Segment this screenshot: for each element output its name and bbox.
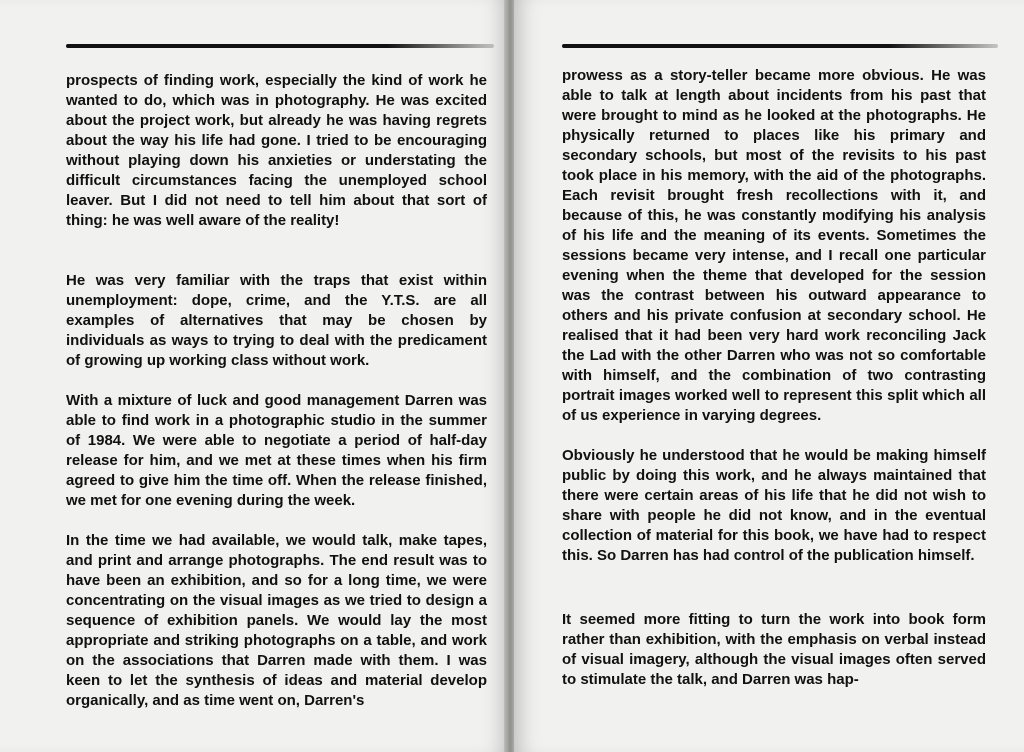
right-page-text (562, 66, 986, 690)
right-page (514, 0, 1024, 752)
paragraph: prospects of finding work, especially the kind of work he wanted to do, which was in photography. He was excited about the project work, but already he was having regrets about the way his life had gone. I tried to be encouraging without playing down his anxieties or understating the difficult circumstances facing the unemployed school leaver. But I did not need to tell him about that sort of thing: he was well aware of the reality! (66, 72, 487, 229)
header-rule (66, 44, 494, 48)
header-rule (562, 44, 998, 48)
paragraph: He was very familiar with the traps that exist within unemployment: dope, crime, and the Y.T.S. are all examples of alternatives that may be chosen by individuals as ways to trying to deal with the predicament of growing up working class without work. (66, 272, 487, 369)
paragraph: Obviously he understood that he would be making himself public by doing this work, and he always maintained that there were certain areas of his life that he did not wish to share with people he did not know, and in the eventual collection of material for this book, we have had to respect this. So Darren has had control of the publication himself. (562, 447, 986, 564)
paragraph: With a mixture of luck and good management Darren was able to find work in a photographic studio in the summer of 1984. We were able to negotiate a period of half-day release for him, and we met at these times when his firm agreed to give him the time off. When the release finished, we met for one evening during the week. (66, 392, 487, 509)
left-page (0, 0, 508, 752)
left-page-text (66, 71, 487, 711)
paragraph: In the time we had available, we would talk, make tapes, and print and arrange photographs. The end result was to have been an exhibition, and so for a long time, we were concentrating on the visual images as we tried to design a sequence of exhibition panels. We would lay the most appropriate and striking photographs on a table, and work on the associations that Darren made with them. I was keen to let the synthesis of ideas and material develop organically, and as time went on, Darren's (66, 532, 487, 709)
paragraph: prowess as a story-teller became more obvious. He was able to talk at length about incidents from his past that were brought to mind as he looked at the photographs. He physically returned to places like his primary and secondary schools, but most of the revisits to his past took place in his memory, with the aid of the photographs. Each revisit brought fresh recollections with it, and because of this, he was constantly modifying his analysis of his life and the meaning of its events. Sometimes the sessions became very intense, and I recall one particular evening when the theme that developed for the session was the contrast between his outward appearance to others and his private confusion at secondary school. He realised that it had been very hard work reconciling Jack the Lad with the other Darren who was not so comfortable with himself, and the combination of two contrasting portrait images worked well to represent this split which all of us experience in varying degrees. (562, 67, 986, 424)
paragraph: It seemed more fitting to turn the work into book form rather than exhibition, with the emphasis on verbal instead of visual imagery, although the visual images often served to stimulate the talk, and Darren was hap- (562, 611, 986, 688)
